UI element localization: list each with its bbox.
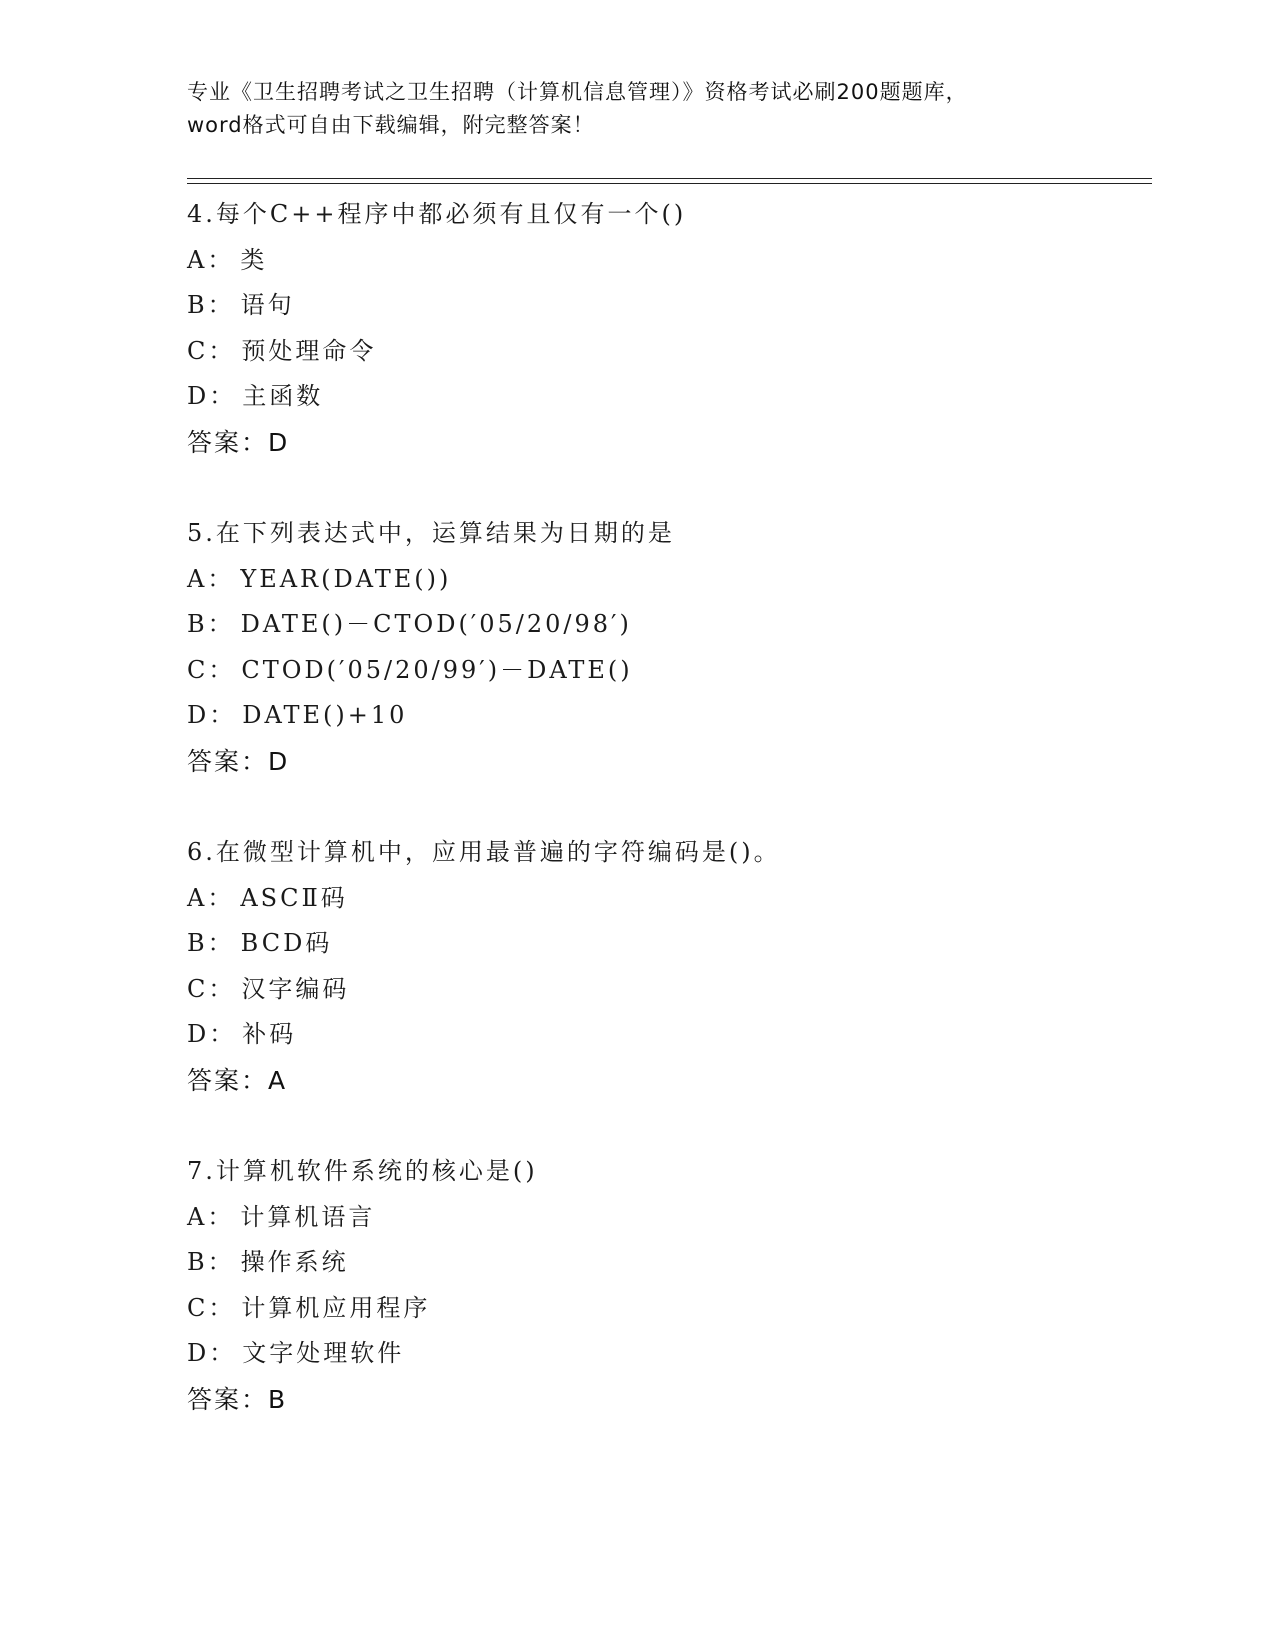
option-text: 汉字编码 (241, 974, 350, 1003)
header-line-2: word格式可自由下载编辑，附完整答案！ (187, 113, 595, 137)
option-d (187, 1331, 1147, 1377)
option-a (187, 876, 1147, 922)
option-c (187, 1286, 1147, 1332)
option-text: 主函数 (242, 382, 324, 410)
answer-label: 答案：D (187, 746, 290, 776)
option-key: D： (187, 382, 237, 410)
option-key: A： (187, 245, 235, 274)
option-key: B： (187, 291, 235, 319)
option-text: DATE()+10 (242, 701, 408, 729)
option-key: A： (187, 883, 235, 912)
option-key: C： (187, 1293, 236, 1322)
option-text: ASCⅡ码 (240, 883, 348, 912)
option-key: A： (187, 564, 235, 593)
option-b (187, 602, 1147, 648)
option-text: 文字处理软件 (242, 1339, 405, 1367)
option-text: 计算机语言 (240, 1202, 376, 1231)
option-text: 补码 (242, 1020, 297, 1048)
option-key: D： (187, 701, 237, 729)
answer-label: 答案：D (187, 427, 290, 457)
question-list (187, 192, 1147, 1468)
option-text: 操作系统 (240, 1248, 349, 1276)
option-key: C： (187, 655, 236, 684)
option-key: D： (187, 1020, 237, 1048)
option-text: 语句 (240, 291, 295, 319)
option-text: BCD码 (240, 929, 333, 957)
question-stem: 4.每个C++程序中都必须有且仅有一个() (187, 200, 687, 228)
option-text: 计算机应用程序 (241, 1293, 431, 1322)
question-stem: 7.计算机软件系统的核心是() (187, 1157, 538, 1185)
option-key: B： (187, 929, 235, 957)
option-text: YEAR(DATE()) (240, 564, 452, 593)
option-b (187, 921, 1147, 967)
header-divider-bottom (187, 183, 1152, 184)
question-5 (187, 511, 1147, 784)
option-key: B： (187, 1248, 235, 1276)
option-text: CTOD(′05/20/99′)－DATE() (241, 655, 633, 684)
question-4 (187, 192, 1147, 465)
option-text: DATE()－CTOD(′05/20/98′) (240, 610, 632, 638)
option-b (187, 1240, 1147, 1286)
option-c (187, 648, 1147, 694)
option-text: 预处理命令 (241, 336, 377, 365)
option-key: C： (187, 336, 236, 365)
option-d (187, 693, 1147, 739)
option-a (187, 1195, 1147, 1241)
option-c (187, 967, 1147, 1013)
answer-label: 答案：B (187, 1384, 288, 1414)
option-a (187, 557, 1147, 603)
option-a (187, 238, 1147, 284)
header-divider-top (187, 178, 1152, 179)
option-d (187, 374, 1147, 420)
option-key: A： (187, 1202, 235, 1231)
document-header (187, 76, 1087, 142)
option-key: B： (187, 610, 235, 638)
question-7 (187, 1149, 1147, 1422)
option-key: D： (187, 1339, 237, 1367)
header-line-1: 专业《卫生招聘考试之卫生招聘（计算机信息管理）》资格考试必刷200题题库， (187, 80, 968, 104)
question-stem: 5.在下列表达式中，运算结果为日期的是 (187, 519, 675, 547)
answer-label: 答案：A (187, 1065, 288, 1095)
option-text: 类 (240, 245, 268, 274)
option-b (187, 283, 1147, 329)
question-stem: 6.在微型计算机中，应用最普遍的字符编码是()。 (187, 838, 781, 866)
option-key: C： (187, 974, 236, 1003)
option-c (187, 329, 1147, 375)
question-6 (187, 830, 1147, 1103)
option-d (187, 1012, 1147, 1058)
